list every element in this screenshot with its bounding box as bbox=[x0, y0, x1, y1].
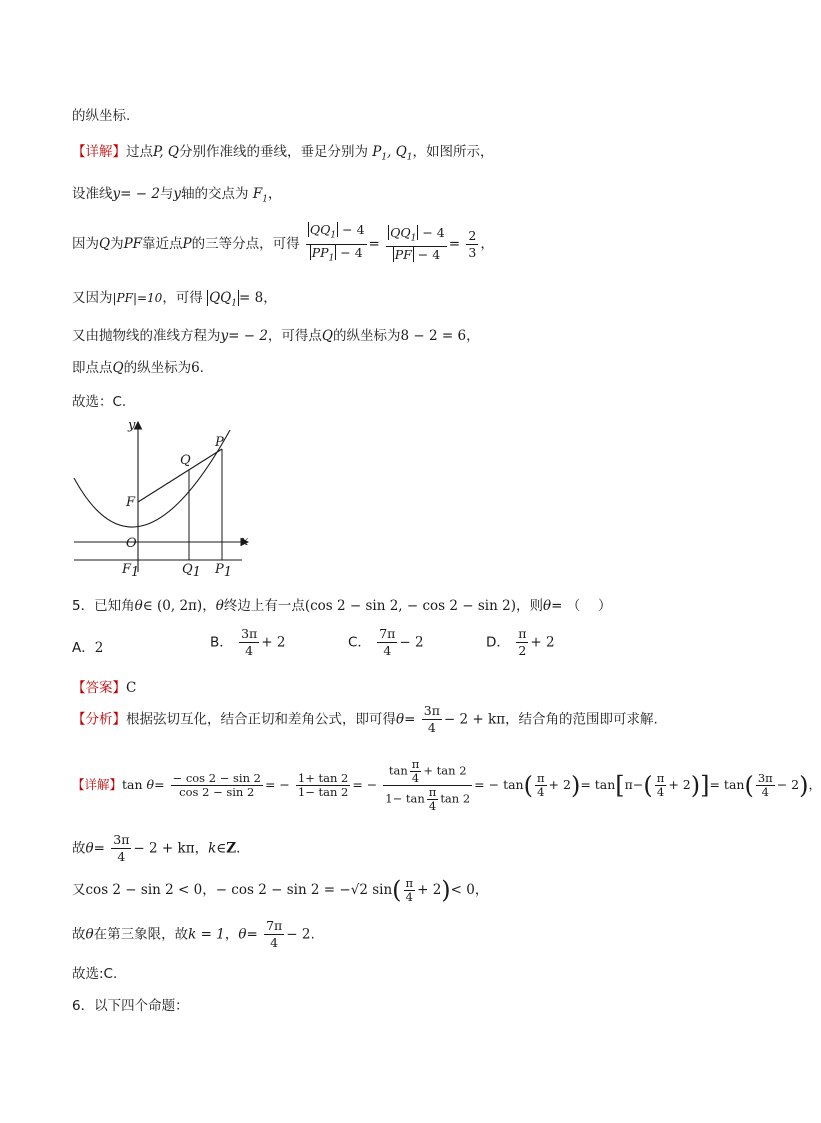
text-line bbox=[72, 962, 117, 982]
point-q1-label: Q1 bbox=[182, 562, 201, 580]
question-5: 5．已知角θ∈ (0, 2π)，θ终边上有一点(cos 2 − sin 2, − cos 2 − sin 2)，则θ= （ ） bbox=[72, 598, 612, 614]
math: $P_1$, $Q_1$ bbox=[372, 144, 413, 163]
option-b[interactable]: B． $\frac{3\pi}{4}$ + 2 bbox=[210, 626, 286, 658]
text: 因为 bbox=[72, 236, 99, 252]
fraction: tan $\frac{\pi}{4}$ + tan 2 1− tan $\frac{\pi}{4}$ tan 2 bbox=[385, 757, 471, 813]
math: − cos 2 − sin 2 = −√2 sin bbox=[215, 882, 393, 898]
text: 与 bbox=[159, 186, 174, 202]
y-label: y bbox=[128, 418, 136, 433]
point-p1-label: P1 bbox=[215, 562, 233, 580]
text: 过点 bbox=[126, 144, 153, 160]
text: 6．以下四个命题： bbox=[72, 998, 189, 1014]
choice-text: 故选:C. bbox=[72, 966, 118, 982]
math: PF bbox=[123, 236, 143, 252]
parabola-curve bbox=[74, 430, 230, 527]
text: ，则 bbox=[515, 598, 543, 614]
text: ，结合角的范围即可求解. bbox=[505, 711, 658, 728]
math: 6 bbox=[191, 360, 200, 376]
math: P bbox=[182, 236, 192, 252]
text: 分别作准线的垂线，垂足分别为 bbox=[179, 144, 368, 160]
math: = 8 bbox=[238, 290, 264, 306]
option-c[interactable]: C． $\frac{7\pi}{4}$ − 2 bbox=[348, 626, 424, 658]
math: P, Q bbox=[153, 144, 179, 160]
detail-tag: 【详解】 bbox=[72, 144, 126, 160]
detail-line bbox=[72, 140, 494, 163]
text: 的纵坐标为 bbox=[333, 328, 401, 344]
text: ，可得 bbox=[162, 290, 203, 306]
text: 又由抛物线的准线方程为 bbox=[72, 328, 221, 344]
choice-text: 故选：C. bbox=[72, 394, 127, 410]
point-p-label: P bbox=[215, 435, 224, 450]
point-q-label: Q bbox=[180, 453, 191, 468]
math: − 2 + kπ bbox=[443, 711, 506, 728]
text: 5．已知角 bbox=[72, 598, 135, 614]
text-line: 又由抛物线的准线方程为y= − 2，可得点Q的纵坐标为8 − 2 = 6， bbox=[72, 328, 480, 344]
math: Q bbox=[99, 236, 111, 252]
math: θ bbox=[134, 598, 143, 614]
text: 轴的交点为 bbox=[181, 186, 249, 202]
fraction: $\frac{7\pi}{4}$ bbox=[379, 626, 396, 658]
math: ∈ (0, 2π) bbox=[142, 598, 203, 614]
text-line: 又因为|PF|=10，可得 $QQ_1 = 8$， bbox=[72, 290, 277, 309]
text: 即点点 bbox=[72, 360, 113, 376]
fraction: $\frac{7\pi}{4}$ bbox=[266, 918, 283, 950]
text: 的纵坐标. bbox=[72, 108, 131, 124]
text-line: 设准线y= − 2与y轴的交点为 $F_1$， bbox=[72, 186, 282, 205]
fraction: $\frac{QQ_1 - 4}{PF - 4}$ bbox=[386, 225, 447, 264]
text-line: 故θ在第三象限，故k = 1，θ= $\frac{7\pi}{4}$ − 2. bbox=[72, 918, 315, 950]
fraction: $\frac{3\pi}{4}$ bbox=[113, 832, 130, 864]
fraction: $\frac{2}{3}$ bbox=[468, 227, 477, 260]
math: Q bbox=[112, 360, 124, 376]
question-6 bbox=[72, 994, 189, 1014]
text: 的纵坐标为 bbox=[123, 360, 192, 376]
answer-value: C bbox=[126, 680, 137, 696]
detail-equation: 【详解】tan θ= $\frac{- \cos 2 - \sin 2}{\cos 2 - \sin 2}$ = − $\frac{1+ \tan 2}{1- \tan 2}$ = − tan $\frac{\pi}{4}$ + tan 2 1− tan $\frac{\pi}{4}$ tan 2 = − tan( $\frac{\pi}{4}$ + 2)= tan[π−( $\frac{\pi}{4}$ + 2)]= tan( $\frac{3\pi}{4}$ − 2)， bbox=[72, 757, 821, 813]
text: 根据弦切互化，结合正切和差角公式，即可得 bbox=[126, 711, 396, 728]
point-f1-label: F1 bbox=[122, 562, 140, 580]
fraction: $\frac{3\pi}{4}$ bbox=[241, 626, 258, 658]
origin-label: O bbox=[126, 536, 137, 551]
text: 为 bbox=[110, 236, 124, 252]
x-label: x bbox=[241, 534, 249, 549]
text: ，如图所示， bbox=[412, 144, 494, 160]
math: cos 2 − sin 2 < 0 bbox=[85, 882, 203, 898]
text: ，可得点 bbox=[267, 328, 322, 344]
text-line: 又cos 2 − sin 2 < 0，− cos 2 − sin 2 = −√2 sin( $\frac{\pi}{4}$ + 2)< 0， bbox=[72, 875, 489, 904]
math: y= − 2 bbox=[112, 186, 160, 202]
text: 的三等分点，可得 bbox=[191, 236, 300, 252]
math: |PF|=10 bbox=[112, 291, 163, 305]
math: $F_1$ bbox=[252, 186, 268, 205]
math: y= − 2 bbox=[220, 328, 268, 344]
math: 8 − 2 = 6 bbox=[400, 328, 467, 344]
math: $QQ_1$ bbox=[209, 290, 237, 309]
text-line: 即点点Q的纵坐标为6. bbox=[72, 360, 204, 376]
text-line bbox=[72, 104, 130, 124]
text: 终边上有一点 bbox=[223, 598, 305, 614]
fraction: $\frac{QQ_1 - 4}{PP_1 - 4}$ bbox=[306, 222, 367, 266]
text: 设准线 bbox=[72, 186, 113, 202]
fraction: $\frac{1+ \tan 2}{1- \tan 2}$ bbox=[297, 771, 349, 799]
detail-tag: 【详解】 bbox=[72, 777, 123, 792]
fraction: $\frac{- \cos 2 - \sin 2}{\cos 2 - \sin 2}$ bbox=[172, 771, 261, 799]
math: θ bbox=[215, 598, 224, 614]
math: y bbox=[173, 186, 182, 202]
analysis-tag: 【分析】 bbox=[72, 711, 126, 728]
option-d[interactable]: D． $\frac{\pi}{2}$ + 2 bbox=[486, 626, 555, 658]
parabola-graph bbox=[60, 412, 260, 584]
fraction: $\frac{3\pi}{4}$ bbox=[423, 703, 440, 735]
text: = （ ） bbox=[551, 598, 612, 614]
analysis-line: 【分析】根据弦切互化，结合正切和差角公式，即可得θ= $\frac{3\pi}{4}$ − 2 + kπ，结合角的范围即可求解. bbox=[72, 703, 658, 735]
text-line bbox=[72, 390, 126, 410]
math: (cos 2 − sin 2, − cos 2 − sin 2) bbox=[304, 598, 516, 614]
text: 靠近点 bbox=[142, 236, 183, 252]
answer-tag: 【答案】 bbox=[72, 680, 126, 696]
answer-line bbox=[72, 676, 136, 696]
option-a[interactable]: A．2 bbox=[72, 640, 104, 656]
math: Q bbox=[321, 328, 333, 344]
fraction: $\frac{\pi}{2}$ bbox=[518, 626, 527, 658]
text-line: 故θ= $\frac{3\pi}{4}$ − 2 + kπ，k∈Z. bbox=[72, 832, 241, 864]
point-f-label: F bbox=[126, 495, 136, 510]
text-line: 因为Q为PF靠近点P的三等分点，可得 $\frac{QQ_1 - 4}{PP_1 - 4}$ = $\frac{QQ_1 - 4}{PF - 4}$ = $\frac{2}{3}$ ， bbox=[72, 222, 494, 266]
text: 又因为 bbox=[72, 290, 113, 306]
math: θ bbox=[542, 598, 552, 614]
